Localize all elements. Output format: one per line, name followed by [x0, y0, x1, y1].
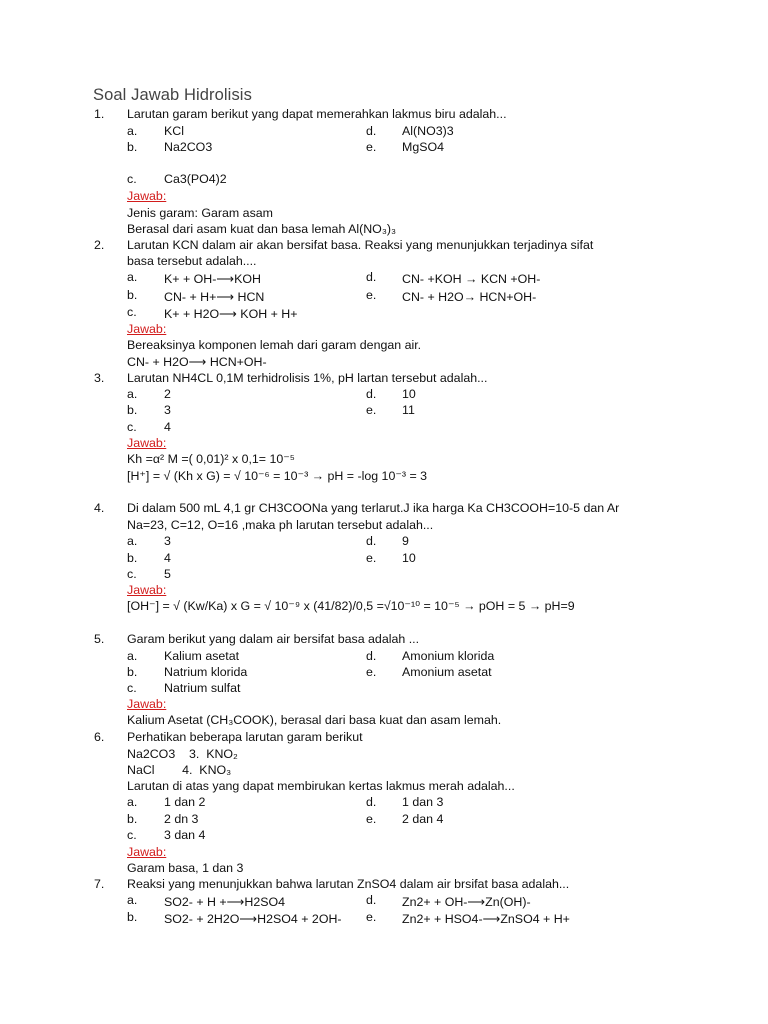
- q4-option-a: 3: [164, 534, 171, 548]
- q6-answer-label: Jawab:: [127, 845, 167, 859]
- question-6-text: Perhatikan beberapa larutan garam berikut: [127, 730, 363, 744]
- q2-option-a-label: a.: [127, 270, 138, 284]
- question-2-text-line-1: Larutan KCN dalam air akan bersifat basa. Reaksi yang menunjukkan terjadinya sifat: [127, 238, 594, 252]
- q3-option-a: 2: [164, 387, 171, 401]
- q5-option-a: Kalium asetat: [164, 649, 240, 663]
- q6-option-d: 1 dan 3: [402, 795, 444, 809]
- q6-option-a: 1 dan 2: [164, 795, 206, 809]
- q7-option-a-label: a.: [127, 893, 138, 907]
- q1-option-d: Al(NO3)3: [402, 124, 454, 138]
- question-3-text: Larutan NH4CL 0,1M terhidrolisis 1%, pH lartan tersebut adalah...: [127, 371, 488, 385]
- q4-option-a-label: a.: [127, 534, 138, 548]
- question-4-number: 4.: [94, 501, 105, 515]
- q1-option-b: Na2CO3: [164, 140, 213, 154]
- q3-option-e-label: e.: [366, 403, 377, 417]
- q7-option-d: Zn2+ + OH-⟶Zn(OH)-: [402, 895, 531, 909]
- q2-option-e: CN- + H2O→ HCN+OH-: [402, 290, 537, 304]
- q2-answer-line-2: CN- + H2O⟶ HCN+OH-: [127, 355, 267, 369]
- q3-answer-line-2: [H⁺] = √ (Kh x G) = √ 10⁻⁶ = 10⁻³ → pH = -log 10⁻³ = 3: [127, 469, 428, 483]
- q1-option-e: MgSO4: [402, 140, 445, 154]
- q3-option-b-label: b.: [127, 403, 138, 417]
- question-6-text-2: Larutan di atas yang dapat membirukan kertas lakmus merah adalah...: [127, 779, 515, 793]
- q1-option-c-label: c.: [127, 172, 137, 186]
- q3-option-a-label: a.: [127, 387, 138, 401]
- q7-option-b: SO2- + 2H2O⟶H2SO4 + 2OH-: [164, 912, 342, 926]
- q1-option-c: Ca3(PO4)2: [164, 172, 227, 186]
- q6-option-b: 2 dn 3: [164, 812, 199, 826]
- question-5-text: Garam berikut yang dalam air bersifat basa adalah ...: [127, 632, 420, 646]
- q2-option-d: CN- +KOH → KCN +OH-: [402, 272, 541, 286]
- q1-answer-line-1: Jenis garam: Garam asam: [127, 206, 273, 220]
- q2-option-d-label: d.: [366, 270, 377, 284]
- question-4-text-line-1: Di dalam 500 mL 4,1 gr CH3COONa yang terlarut.J ika harga Ka CH3COOH=10-5 dan Ar: [127, 501, 620, 515]
- q5-answer-line-1: Kalium Asetat (CH₃COOK), berasal dari basa kuat dan asam lemah.: [127, 713, 502, 727]
- q5-option-e-label: e.: [366, 665, 377, 679]
- q2-option-b-label: b.: [127, 288, 138, 302]
- q5-option-b-label: b.: [127, 665, 138, 679]
- q6-option-e-label: e.: [366, 812, 377, 826]
- question-5-number: 5.: [94, 632, 105, 646]
- q3-option-c-label: c.: [127, 420, 137, 434]
- q3-option-d-label: d.: [366, 387, 377, 401]
- q2-option-a: K+ + OH-⟶KOH: [164, 272, 261, 286]
- q7-option-e-label: e.: [366, 910, 377, 924]
- q1-option-e-label: e.: [366, 140, 377, 154]
- q4-option-d: 9: [402, 534, 409, 548]
- q3-answer-line-1: Kh =α² M =( 0,01)² x 0,1= 10⁻⁵: [127, 452, 295, 466]
- q6-list-line-1: Na2CO3 3. KNO₂: [127, 747, 238, 761]
- q3-option-d: 10: [402, 387, 416, 401]
- q1-answer-label: Jawab:: [127, 189, 167, 203]
- question-3-number: 3.: [94, 371, 105, 385]
- question-1-text: Larutan garam berikut yang dapat memerahkan lakmus biru adalah...: [127, 107, 507, 121]
- q2-option-c-label: c.: [127, 305, 137, 319]
- q6-option-d-label: d.: [366, 795, 377, 809]
- q2-option-c: K+ + H2O⟶ KOH + H+: [164, 307, 298, 321]
- q7-option-a: SO2- + H +⟶H2SO4: [164, 895, 286, 909]
- q7-option-d-label: d.: [366, 893, 377, 907]
- q4-option-e-label: e.: [366, 551, 377, 565]
- q2-answer-line-1: Bereaksinya komponen lemah dari garam dengan air.: [127, 338, 422, 352]
- question-6-number: 6.: [94, 730, 105, 744]
- question-1-number: 1.: [94, 107, 105, 121]
- q6-option-b-label: b.: [127, 812, 138, 826]
- q3-option-c: 4: [164, 420, 171, 434]
- q5-option-a-label: a.: [127, 649, 138, 663]
- q7-option-e: Zn2+ + HSO4-⟶ZnSO4 + H+: [402, 912, 570, 926]
- q5-option-c-label: c.: [127, 681, 137, 695]
- q1-option-d-label: d.: [366, 124, 377, 138]
- question-7-number: 7.: [94, 877, 105, 891]
- q1-option-b-label: b.: [127, 140, 138, 154]
- q5-option-b: Natrium klorida: [164, 665, 248, 679]
- q4-option-b-label: b.: [127, 551, 138, 565]
- q2-option-b: CN- + H+⟶ HCN: [164, 290, 265, 304]
- question-4-text-line-2: Na=23, C=12, O=16 ,maka ph larutan tersebut adalah...: [127, 518, 434, 532]
- q1-answer-line-2: Berasal dari asam kuat dan basa lemah Al(NO₃)₃: [127, 222, 397, 236]
- q5-option-d-label: d.: [366, 649, 377, 663]
- q3-option-e: 11: [402, 403, 415, 417]
- q3-answer-label: Jawab:: [127, 436, 167, 450]
- q6-option-c: 3 dan 4: [164, 828, 206, 842]
- q1-option-a-label: a.: [127, 124, 138, 138]
- question-2-text-line-2: basa tersebut adalah....: [127, 254, 257, 268]
- q3-option-b: 3: [164, 403, 171, 417]
- question-2-number: 2.: [94, 238, 105, 252]
- q2-answer-label: Jawab:: [127, 322, 167, 336]
- q6-option-e: 2 dan 4: [402, 812, 444, 826]
- q1-option-a: KCl: [164, 124, 184, 138]
- q6-option-a-label: a.: [127, 795, 138, 809]
- q4-option-c: 5: [164, 567, 171, 581]
- q5-option-d: Amonium klorida: [402, 649, 495, 663]
- q4-option-c-label: c.: [127, 567, 137, 581]
- q5-option-e: Amonium asetat: [402, 665, 492, 679]
- q6-answer-line-1: Garam basa, 1 dan 3: [127, 861, 244, 875]
- q6-option-c-label: c.: [127, 828, 137, 842]
- q5-option-c: Natrium sulfat: [164, 681, 241, 695]
- q6-list-line-2: NaCl 4. KNO₃: [127, 763, 232, 777]
- question-7-text: Reaksi yang menunjukkan bahwa larutan ZnSO4 dalam air brsifat basa adalah...: [127, 877, 570, 891]
- q7-option-b-label: b.: [127, 910, 138, 924]
- q4-answer-label: Jawab:: [127, 583, 167, 597]
- q4-answer-line-1: [OH⁻] = √ (Kw/Ka) x G = √ 10⁻⁹ x (41/82)/0,5 =√10⁻¹⁰ = 10⁻⁵ → pOH = 5 → pH=9: [127, 599, 575, 613]
- q4-option-b: 4: [164, 551, 171, 565]
- q5-answer-label: Jawab:: [127, 697, 167, 711]
- q4-option-e: 10: [402, 551, 416, 565]
- q2-option-e-label: e.: [366, 288, 377, 302]
- document-title: Soal Jawab Hidrolisis: [93, 86, 252, 104]
- q4-option-d-label: d.: [366, 534, 377, 548]
